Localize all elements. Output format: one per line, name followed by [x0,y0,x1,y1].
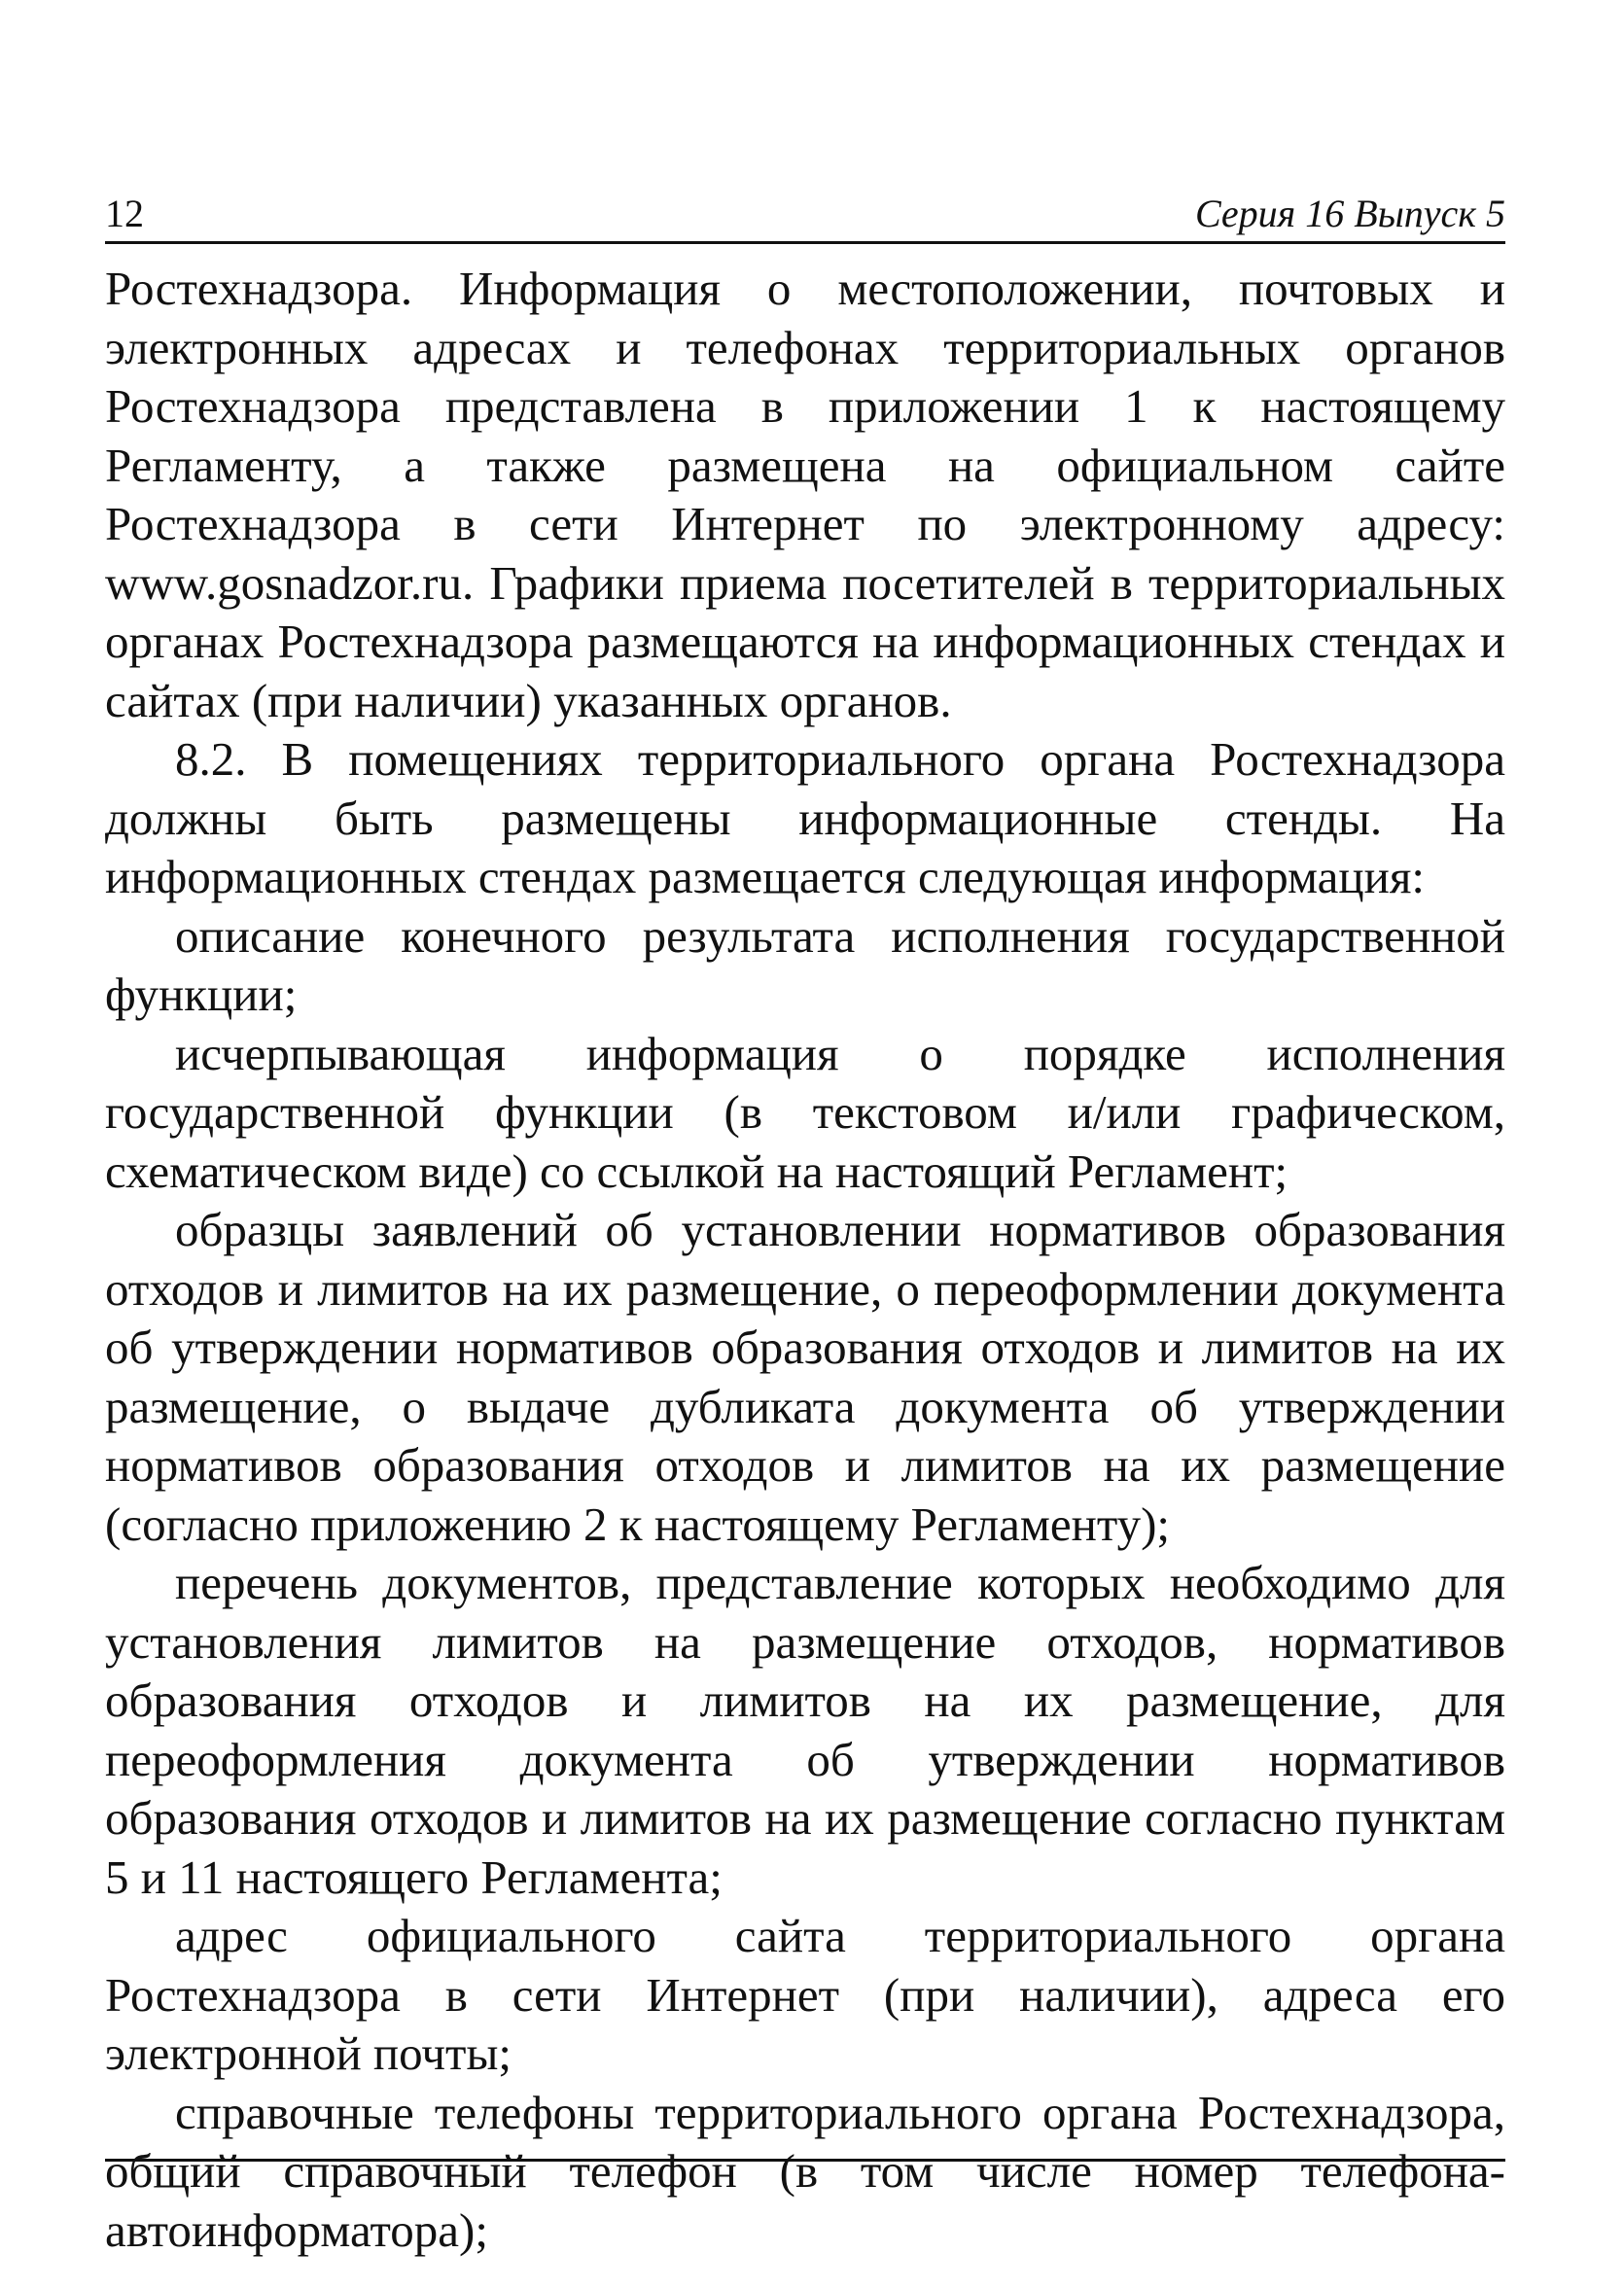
document-page [105,191,1505,2260]
body-text [105,260,1505,2260]
list-item-phone-numbers: справочные телефоны территориального органа Ростехнадзора, общий справочный телефон (в том числе номер телефона-автоинформатора); [105,2085,1505,2257]
list-item-website-address: адрес официального сайта территориального органа Ростехнадзора в сети Интернет (при наличии), адреса его электронной почты; [105,1909,1505,2080]
paragraph-continuation: Ростехнадзора. Информация о местоположении, почтовых и электронных адресах и телефонах территориальных органов Ростехнадзора представлена в приложении 1 к настоящему Регламенту, а также размещена на официальном сайте Ростехнадзора в сети Интернет по электронному адресу: www.gosnadzor.ru. Графики приема посетителей в территориальных органах Ростехнадзора размещаются на информационных стендах и сайтах (при наличии) указанных органов. [105,262,1505,727]
running-head [105,191,1505,244]
list-item-procedure-info: исчерпывающая информация о порядке исполнения государственной функции (в текстовом и/или графическом, схематическом виде) со ссылкой на настоящий Регламент; [105,1026,1505,1198]
list-item-result-description: описание конечного результата исполнения государственной функции; [105,908,1505,1021]
bottom-rule [105,2159,1505,2162]
series-label: Серия 16 Выпуск 5 [1194,192,1505,235]
list-item-application-samples: образцы заявлений об установлении нормативов образования отходов и лимитов на их размещение, о переоформлении документа об утверждении нормативов образования отходов и лимитов на их размещение, о выдаче дубликата документа об утверждении нормативов образования отходов и лимитов на их размещение (согласно приложению 2 к настоящему Регламенту); [105,1203,1505,1551]
paragraph-8-2: 8.2. В помещениях территориального органа Ростехнадзора должны быть размещены информационные стенды. На информационных стендах размещается следующая информация: [105,732,1505,903]
page-number: 12 [105,192,144,235]
list-item-document-list: перечень документов, представление которых необходимо для установления лимитов на размещение отходов, нормативов образования отходов и лимитов на их размещение, для переоформления документа об утверждении нормативов образования отходов и лимитов на их размещение согласно пунктам 5 и 11 настоящего Регламента; [105,1556,1505,1904]
